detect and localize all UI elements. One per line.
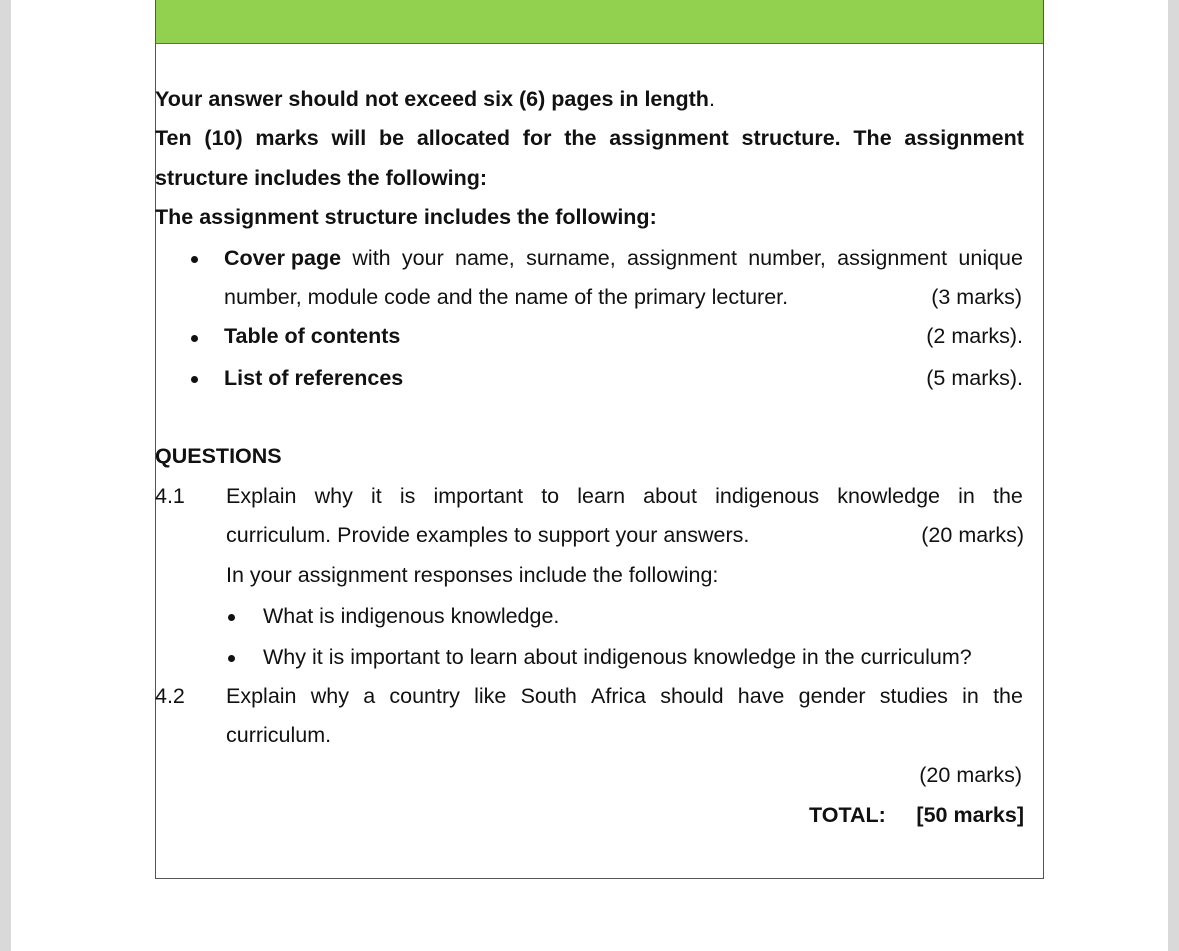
structure-marks-word: be bbox=[378, 126, 405, 150]
question-4-2-word: a bbox=[363, 684, 376, 708]
structure-marks-word: allocated bbox=[416, 126, 511, 150]
question-4-2-word: country bbox=[389, 684, 460, 708]
question-4-1-include-intro: In your assignment responses include the following: bbox=[226, 563, 719, 587]
question-4-1-line-2: curriculum. Provide examples to support your answers. bbox=[226, 523, 750, 547]
question-4-1-word: important bbox=[433, 484, 524, 508]
question-4-1-word: is bbox=[399, 484, 416, 508]
question-4-1-word: it bbox=[370, 484, 382, 508]
structure-marks-word: assignment bbox=[609, 126, 729, 150]
cover-page-word: assignment bbox=[837, 246, 948, 270]
question-4-1-word: why bbox=[314, 484, 353, 508]
table-of-contents-marks: (2 marks). bbox=[926, 324, 1023, 348]
structure-marks-word: The bbox=[853, 126, 892, 150]
question-4-1-bullet: What is indigenous knowledge. bbox=[263, 604, 560, 628]
question-4-2-word: like bbox=[474, 684, 507, 708]
cover-page-word: surname, bbox=[526, 246, 616, 270]
bullet-icon bbox=[191, 335, 198, 342]
question-4-1-word: the bbox=[992, 484, 1023, 508]
cover-page-line-2: number, module code and the name of the primary lecturer. bbox=[224, 285, 789, 309]
question-4-2-word: Africa bbox=[591, 684, 646, 708]
question-4-1-word: Explain bbox=[226, 484, 297, 508]
question-4-1-word: knowledge bbox=[837, 484, 941, 508]
structure-heading: The assignment structure includes the following: bbox=[155, 205, 657, 229]
question-4-1-bullet: Why it is important to learn about indigenous knowledge in the curriculum? bbox=[263, 645, 972, 669]
total-label: TOTAL: bbox=[809, 803, 886, 827]
cover-page-word: name, bbox=[455, 246, 515, 270]
cover-page-line-1 bbox=[224, 244, 1023, 272]
question-4-1-marks: (20 marks) bbox=[921, 523, 1024, 547]
question-number: 4.2 bbox=[155, 684, 185, 708]
structure-marks-word: for bbox=[522, 126, 552, 150]
question-4-1-word: indigenous bbox=[715, 484, 820, 508]
questions-heading: QUESTIONS bbox=[155, 444, 282, 468]
structure-marks-word: marks bbox=[255, 126, 319, 150]
structure-marks-line-1 bbox=[155, 124, 1024, 152]
cover-page-marks: (3 marks) bbox=[931, 285, 1022, 309]
total-value: [50 marks] bbox=[916, 803, 1024, 827]
cover-page-title: Cover page bbox=[224, 246, 342, 270]
structure-marks-word: (10) bbox=[204, 126, 243, 150]
question-4-2-line-2: curriculum. bbox=[226, 723, 332, 747]
bullet-icon bbox=[191, 256, 198, 263]
table-of-contents-item: Table of contents bbox=[224, 324, 401, 348]
cover-page-word: unique bbox=[958, 246, 1023, 270]
question-4-2-word: Explain bbox=[226, 684, 297, 708]
structure-marks-word: Ten bbox=[155, 126, 192, 150]
page-limit-text: Your answer should not exceed six (6) pages in length. bbox=[155, 87, 715, 111]
question-4-2-word: should bbox=[660, 684, 724, 708]
cover-page-word: assignment bbox=[626, 246, 737, 270]
bullet-icon bbox=[228, 655, 235, 662]
question-number: 4.1 bbox=[155, 484, 185, 508]
question-4-2-word: gender bbox=[798, 684, 866, 708]
question-4-1-word: in bbox=[958, 484, 975, 508]
question-4-1-word: learn bbox=[577, 484, 626, 508]
question-4-1-word: to bbox=[541, 484, 560, 508]
question-4-2-word: studies bbox=[879, 684, 948, 708]
list-of-references-marks: (5 marks). bbox=[926, 366, 1023, 390]
cover-page-word: with bbox=[352, 246, 391, 270]
structure-marks-word: will bbox=[331, 126, 367, 150]
question-4-1-word: about bbox=[643, 484, 697, 508]
question-4-2-word: have bbox=[737, 684, 785, 708]
cover-page-word: your bbox=[401, 246, 444, 270]
structure-marks-word: structure. bbox=[741, 126, 841, 150]
bullet-icon bbox=[228, 614, 235, 621]
list-of-references-item: List of references bbox=[224, 366, 404, 390]
question-4-2-word: the bbox=[993, 684, 1023, 708]
structure-marks-line-2: structure includes the following: bbox=[155, 166, 488, 190]
question-4-2-word: why bbox=[310, 684, 349, 708]
header-band bbox=[156, 0, 1043, 44]
cover-page-word: number, bbox=[748, 246, 826, 270]
question-4-2-word: in bbox=[962, 684, 979, 708]
question-4-2-line-1 bbox=[226, 682, 1023, 710]
question-4-1-line-1 bbox=[226, 482, 1023, 510]
structure-marks-word: the bbox=[564, 126, 597, 150]
structure-marks-word: assignment bbox=[904, 126, 1024, 150]
question-4-2-word: South bbox=[520, 684, 577, 708]
question-4-2-marks: (20 marks) bbox=[919, 763, 1022, 787]
bullet-icon bbox=[191, 376, 198, 383]
